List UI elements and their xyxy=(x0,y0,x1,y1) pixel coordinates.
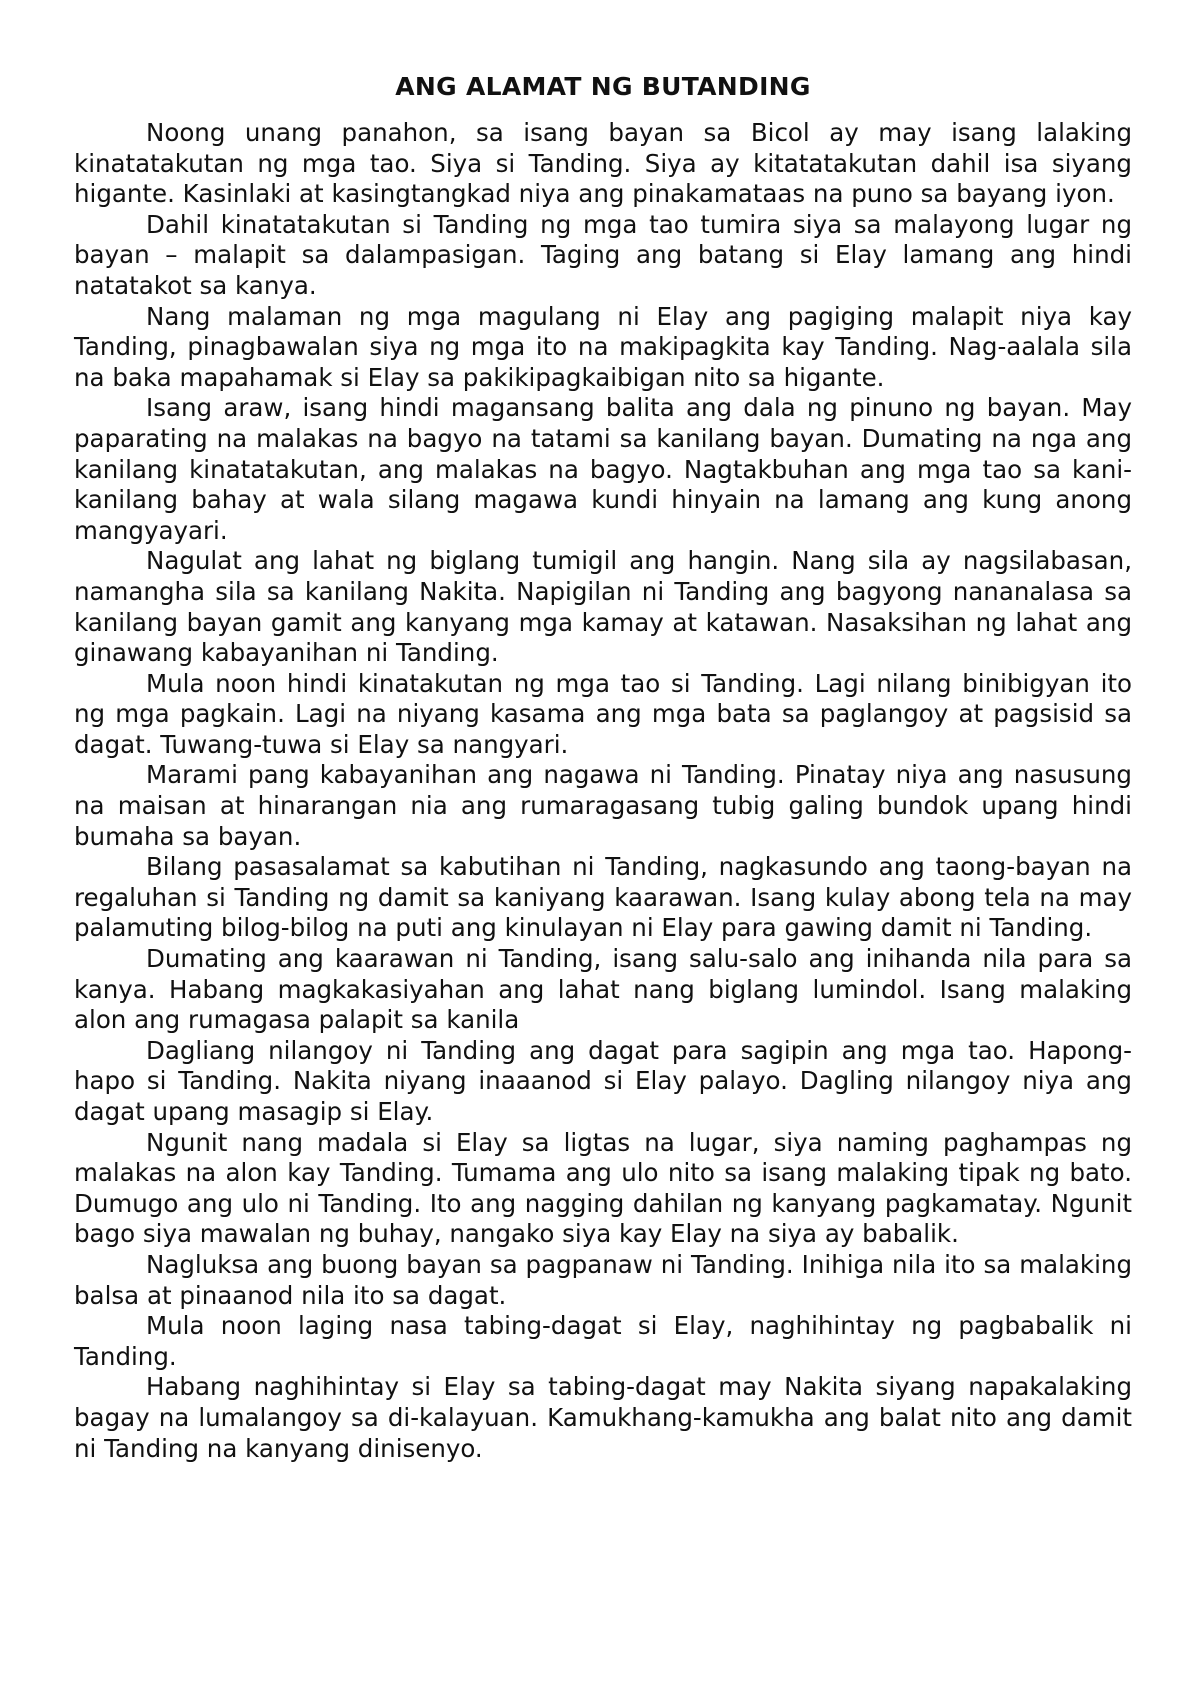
paragraph: Nagluksa ang buong bayan sa pagpanaw ni Tanding. Inihiga nila ito sa malaking balsa at pinaanod nila ito sa dagat. xyxy=(74,1249,1132,1310)
paragraph: Nang malaman ng mga magulang ni Elay ang pagiging malapit niya kay Tanding, pinagbawalan siya ng mga ito na makipagkita kay Tanding. Nag-aalala sila na baka mapahamak si Elay sa pakikipagkaibigan nito sa higante. xyxy=(74,301,1132,392)
story-body xyxy=(74,118,1132,1464)
paragraph: Isang araw, isang hindi magansang balita ang dala ng pinuno ng bayan. May paparating na malakas na bagyo na tatami sa kanilang bayan. Dumating na nga ang kanilang kinatatakutan, ang malakas na bagyo. Nagtakbuhan ang mga tao sa kani-kanilang bahay at wala silang magawa kundi hinyain na lamang ang kung anong mangyayari. xyxy=(74,393,1132,545)
paragraph: Dagliang nilangoy ni Tanding ang dagat para sagipin ang mga tao. Hapong-hapo si Tanding. Nakita niyang inaaanod si Elay palayo. Dagling nilangoy niya ang dagat upang masagip si Elay. xyxy=(74,1035,1132,1126)
paragraph: Noong unang panahon, sa isang bayan sa Bicol ay may isang lalaking kinatatakutan ng mga tao. Siya si Tanding. Siya ay kitatatakutan dahil isa siyang higante. Kasinlaki at kasingtangkad niya ang pinakamataas na puno sa bayang iyon. xyxy=(74,118,1132,209)
document-page xyxy=(74,70,1132,1464)
paragraph: Marami pang kabayanihan ang nagawa ni Tanding. Pinatay niya ang nasusung na maisan at hinarangan nia ang rumaragasang tubig galing bundok upang hindi bumaha sa bayan. xyxy=(74,760,1132,851)
paragraph: Dahil kinatatakutan si Tanding ng mga tao tumira siya sa malayong lugar ng bayan – malapit sa dalampasigan. Taging ang batang si Elay lamang ang hindi natatakot sa kanya. xyxy=(74,209,1132,300)
document-title: ANG ALAMAT NG BUTANDING xyxy=(395,72,811,101)
paragraph: Bilang pasasalamat sa kabutihan ni Tanding, nagkasundo ang taong-bayan na regaluhan si Tanding ng damit sa kaniyang kaarawan. Isang kulay abong tela na may palamuting bilog-bilog na puti ang kinulayan ni Elay para gawing damit ni Tanding. xyxy=(74,852,1132,943)
paragraph: Mula noon hindi kinatakutan ng mga tao si Tanding. Lagi nilang binibigyan ito ng mga pagkain. Lagi na niyang kasama ang mga bata sa paglangoy at pagsisid sa dagat. Tuwang-tuwa si Elay sa nangyari. xyxy=(74,668,1132,759)
paragraph: Dumating ang kaarawan ni Tanding, isang salu-salo ang inihanda nila para sa kanya. Habang magkakasiyahan ang lahat nang biglang lumindol. Isang malaking alon ang rumagasa palapit sa kanila xyxy=(74,944,1132,1035)
paragraph: Ngunit nang madala si Elay sa ligtas na lugar, siya naming paghampas ng malakas na alon kay Tanding. Tumama ang ulo nito sa isang malaking tipak ng bato. Dumugo ang ulo ni Tanding. Ito ang nagging dahilan ng kanyang pagkamatay. Ngunit bago siya mawalan ng buhay, nangako siya kay Elay na siya ay babalik. xyxy=(74,1127,1132,1249)
paragraph: Habang naghihintay si Elay sa tabing-dagat may Nakita siyang napakalaking bagay na lumalangoy sa di-kalayuan. Kamukhang-kamukha ang balat nito ang damit ni Tanding na kanyang dinisenyo. xyxy=(74,1372,1132,1463)
paragraph: Mula noon laging nasa tabing-dagat si Elay, naghihintay ng pagbabalik ni Tanding. xyxy=(74,1311,1132,1371)
paragraph: Nagulat ang lahat ng biglang tumigil ang hangin. Nang sila ay nagsilabasan, namangha sila sa kanilang Nakita. Napigilan ni Tanding ang bagyong nananalasa sa kanilang bayan gamit ang kanyang mga kamay at katawan. Nasaksihan ng lahat ang ginawang kabayanihan ni Tanding. xyxy=(74,546,1132,668)
